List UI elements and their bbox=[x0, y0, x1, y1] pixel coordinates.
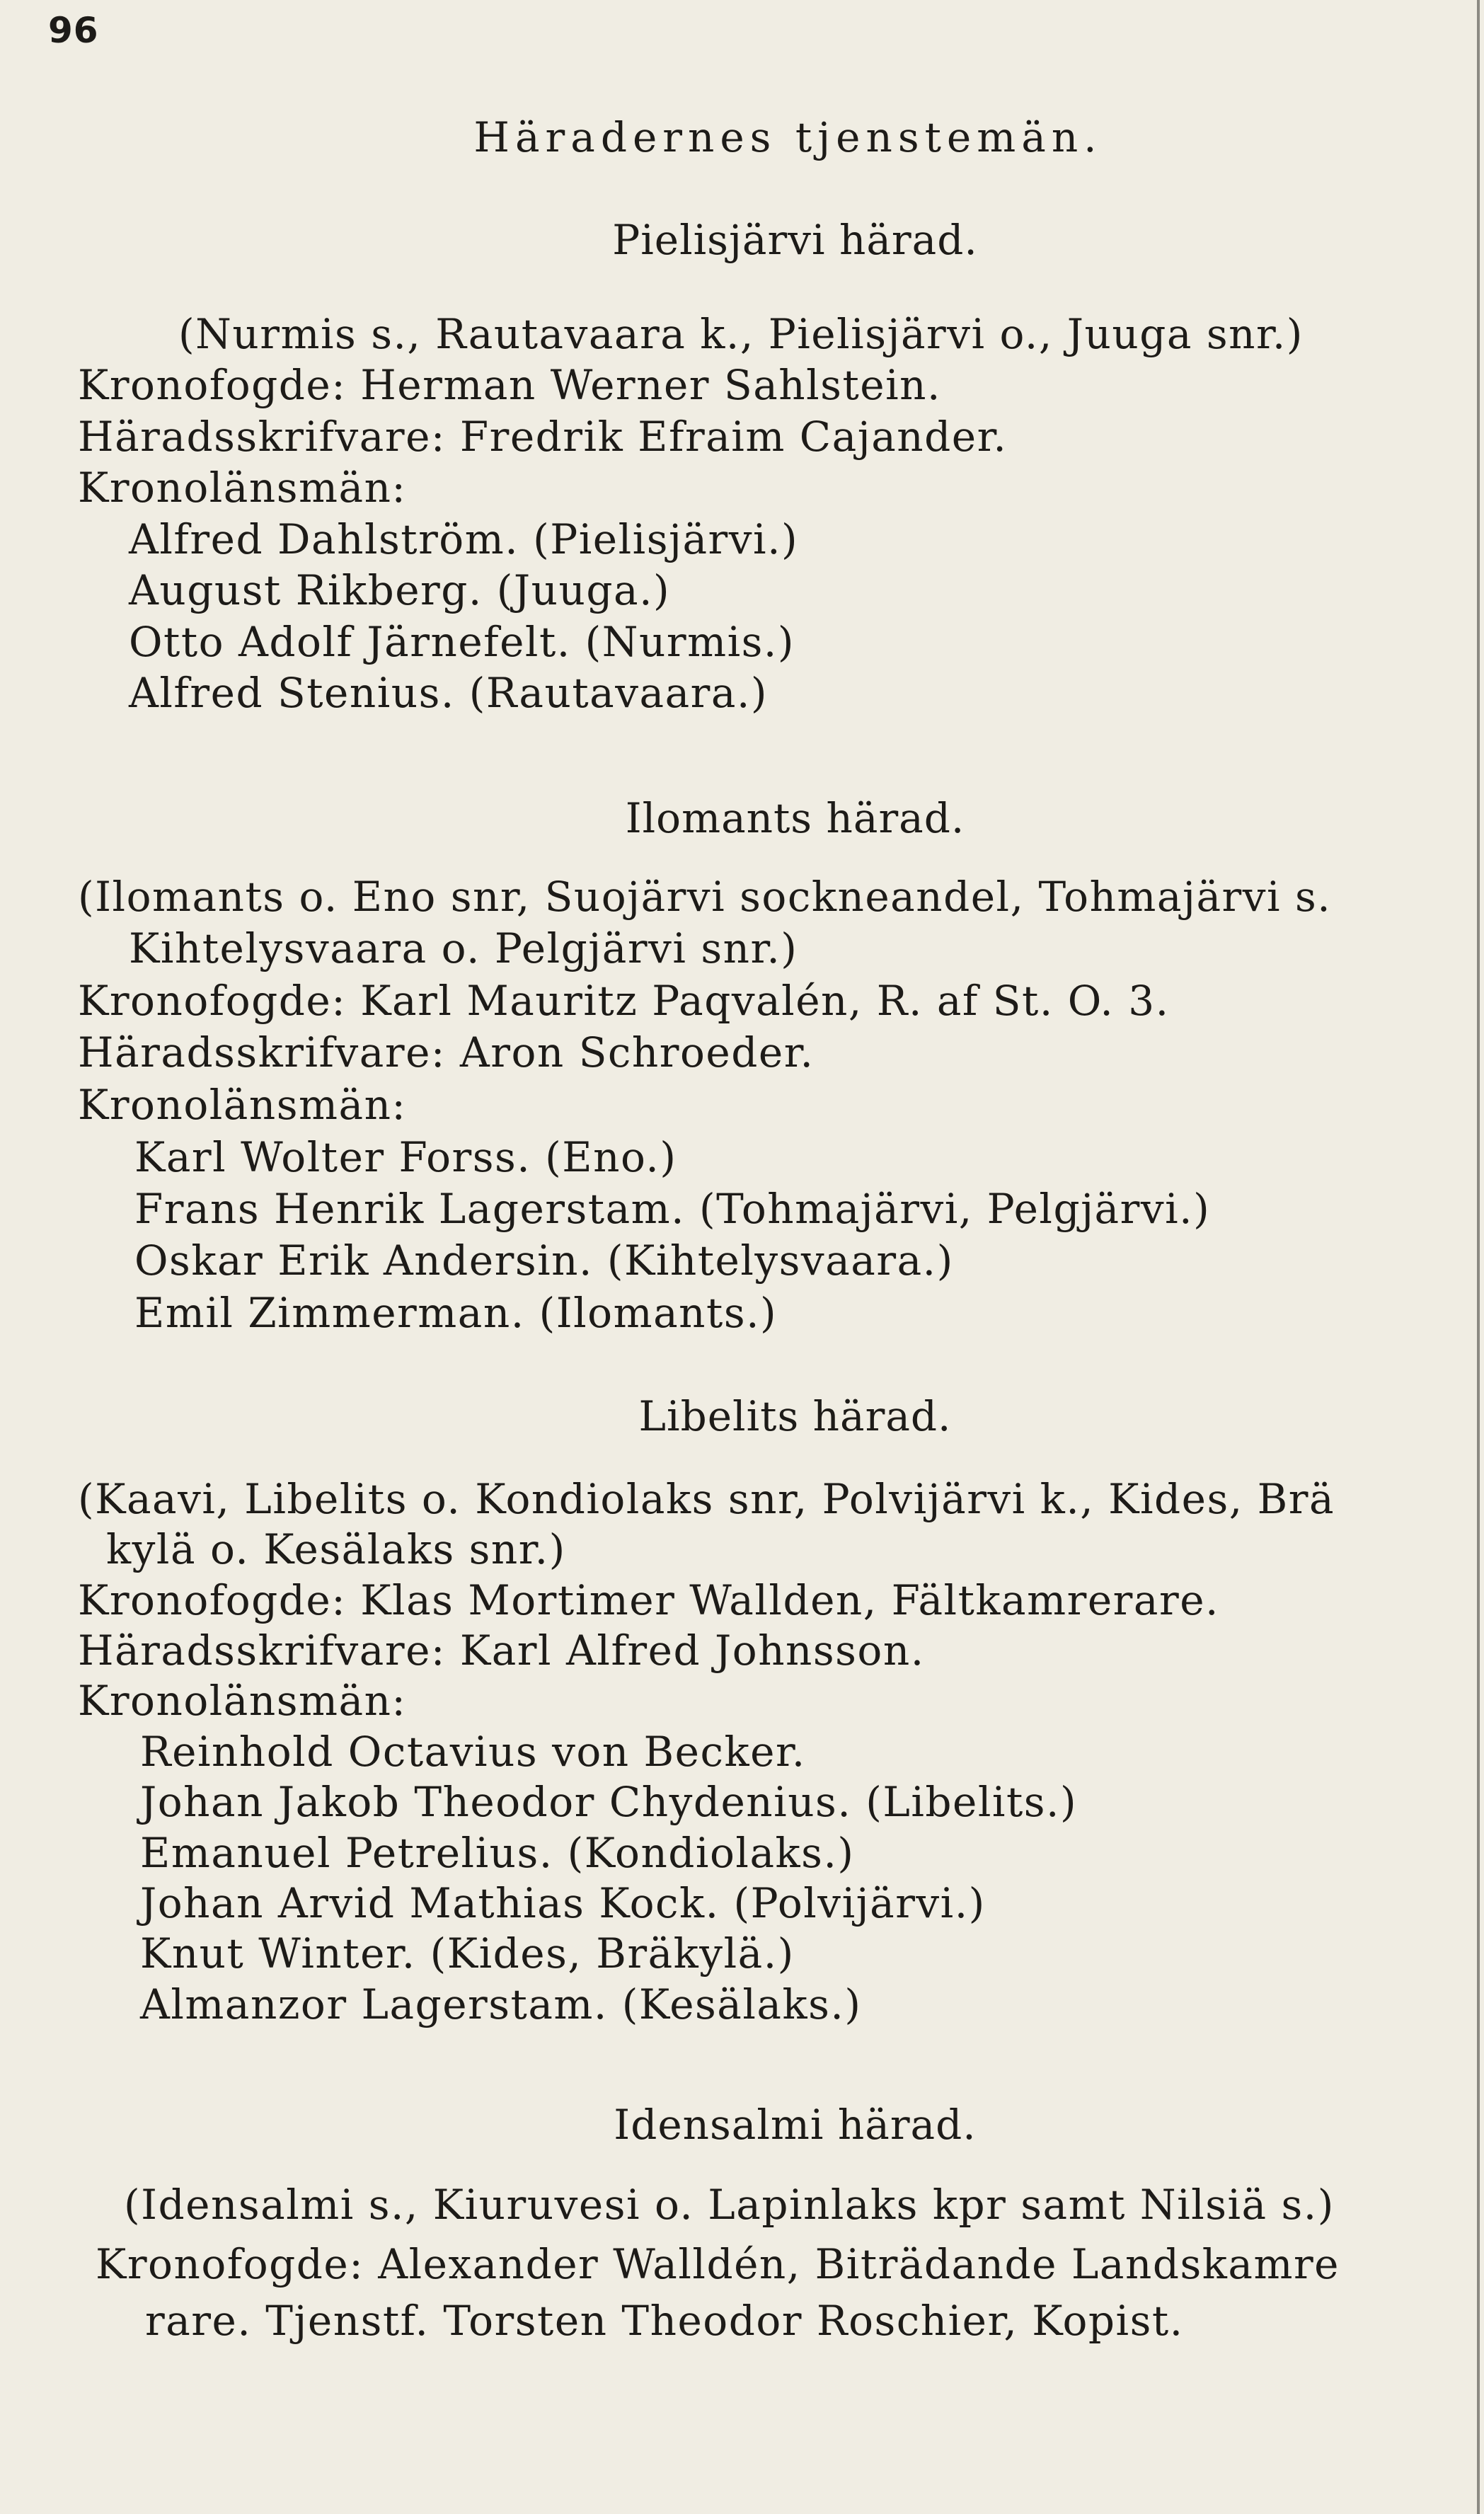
section-line: Karl Wolter Forss. (Eno.) bbox=[134, 1133, 677, 1181]
section-line: (Ilomants o. Eno snr, Suojärvi sockneandel, Tohmajärvi s. bbox=[78, 873, 1332, 921]
section-line: Reinhold Octavius von Becker. bbox=[140, 1728, 806, 1776]
section-line: (Kaavi, Libelits o. Kondiolaks snr, Polvijärvi k., Kides, Brä bbox=[78, 1475, 1335, 1523]
section-line: Kronolänsmän: bbox=[78, 1081, 407, 1129]
section-line: Emanuel Petrelius. (Kondiolaks.) bbox=[140, 1829, 855, 1877]
section-title-idensalmi: Idensalmi härad. bbox=[614, 2101, 977, 2149]
section-line: rare. Tjenstf. Torsten Theodor Roschier, Kopist. bbox=[145, 2297, 1184, 2345]
section-line: Kronolänsmän: bbox=[78, 1677, 407, 1725]
section-line: Häradsskrifvare: Karl Alfred Johnsson. bbox=[78, 1626, 925, 1675]
section-line: Frans Henrik Lagerstam. (Tohmajärvi, Pelgjärvi.) bbox=[134, 1185, 1211, 1233]
section-title-pielisjarvi: Pielisjärvi härad. bbox=[612, 216, 978, 264]
section-line: (Nurmis s., Rautavaara k., Pielisjärvi o., Juuga snr.) bbox=[178, 310, 1304, 358]
section-line: Kronofogde: Herman Werner Sahlstein. bbox=[78, 361, 941, 409]
section-line: Almanzor Lagerstam. (Kesälaks.) bbox=[140, 1980, 862, 2028]
section-line: (Idensalmi s., Kiuruvesi o. Lapinlaks kpr samt Nilsiä s.) bbox=[124, 2181, 1335, 2229]
section-line: Knut Winter. (Kides, Bräkylä.) bbox=[140, 1929, 795, 1978]
page-title: Häradernes tjenstemän. bbox=[473, 113, 1103, 161]
section-line: Kronofogde: Karl Mauritz Paqvalén, R. af St. O. 3. bbox=[78, 977, 1170, 1025]
section-title-ilomants: Ilomants härad. bbox=[625, 794, 965, 842]
section-line: Alfred Stenius. (Rautavaara.) bbox=[129, 669, 769, 717]
section-line: Kronofogde: Klas Mortimer Wallden, Fältkamrerare. bbox=[78, 1576, 1219, 1624]
section-title-libelits: Libelits härad. bbox=[638, 1392, 952, 1440]
section-line: Johan Arvid Mathias Kock. (Polvijärvi.) bbox=[140, 1879, 986, 1927]
section-line: Kihtelysvaara o. Pelgjärvi snr.) bbox=[129, 924, 798, 972]
section-line: Oskar Erik Andersin. (Kihtelysvaara.) bbox=[134, 1236, 954, 1285]
section-line: kylä o. Kesälaks snr.) bbox=[106, 1525, 566, 1573]
section-line: Otto Adolf Järnefelt. (Nurmis.) bbox=[129, 618, 795, 666]
page-number: 96 bbox=[48, 10, 99, 51]
section-line: Häradsskrifvare: Aron Schroeder. bbox=[78, 1028, 815, 1077]
section-line: Kronolänsmän: bbox=[78, 464, 407, 512]
section-line: Häradsskrifvare: Fredrik Efraim Cajander. bbox=[78, 413, 1008, 461]
section-line: Emil Zimmerman. (Ilomants.) bbox=[134, 1289, 778, 1337]
section-line: Kronofogde: Alexander Walldén, Biträdande Landskamre bbox=[96, 2240, 1340, 2288]
section-line: Johan Jakob Theodor Chydenius. (Libelits.) bbox=[140, 1778, 1078, 1826]
section-line: Alfred Dahlström. (Pielisjärvi.) bbox=[129, 515, 799, 563]
section-line: August Rikberg. (Juuga.) bbox=[129, 566, 671, 614]
